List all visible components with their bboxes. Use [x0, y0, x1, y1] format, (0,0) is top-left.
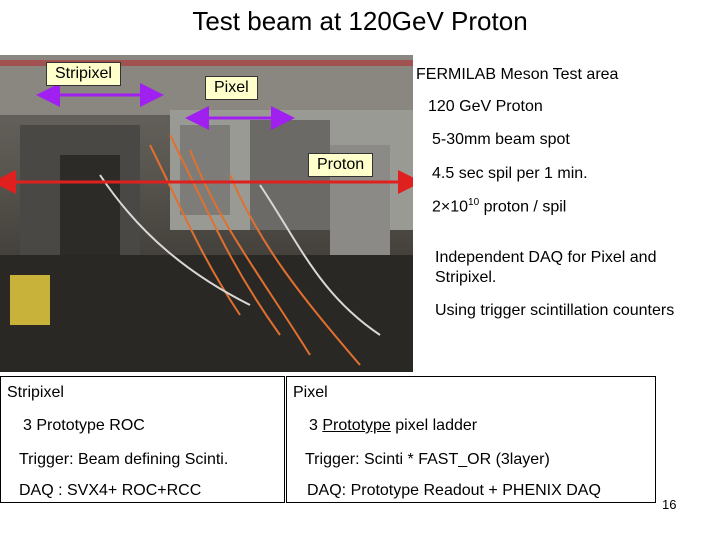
pixel-summary-box — [286, 376, 656, 503]
pixel-ladder-underlined: Prototype — [322, 417, 391, 434]
facility-text: FERMILAB Meson Test area — [416, 66, 619, 83]
pixel-ladder — [309, 417, 477, 435]
pixel-ladder-suffix: pixel ladder — [390, 417, 478, 434]
stripixel-heading: Stripixel — [7, 384, 64, 401]
pixel-daq: DAQ: Prototype Readout + PHENIX DAQ — [307, 482, 601, 499]
test-beam-photo — [0, 55, 413, 372]
intensity-base: 2×10 — [432, 198, 469, 216]
pixel-heading: Pixel — [293, 384, 328, 401]
proton-label: Proton — [308, 153, 373, 177]
trigger-counters-text: Using trigger scintillation counters — [435, 302, 675, 319]
spill-text: 4.5 sec spil per 1 min. — [432, 165, 588, 182]
stripixel-roc: 3 Prototype ROC — [23, 417, 145, 434]
daq-text: Independent DAQ for Pixel and Stripixel. — [435, 249, 657, 286]
slide-title: Test beam at 120GeV Proton — [192, 6, 528, 36]
page-number: 16 — [662, 497, 677, 512]
stripixel-trigger: Trigger: Beam defining Scinti. — [19, 451, 229, 468]
pixel-trigger: Trigger: Scinti * FAST_OR (3layer) — [305, 451, 550, 468]
beam-text: 120 GeV Proton — [428, 98, 543, 115]
stripixel-label: Stripixel — [46, 62, 121, 86]
dimension-arrows — [0, 55, 413, 372]
pixel-label: Pixel — [205, 76, 258, 100]
intensity-text — [432, 197, 566, 216]
intensity-unit: proton / spil — [479, 198, 567, 216]
stripixel-daq: DAQ : SVX4+ ROC+RCC — [19, 482, 202, 499]
beam-spot-text: 5-30mm beam spot — [432, 131, 570, 148]
stripixel-summary-box — [0, 376, 285, 503]
pixel-ladder-prefix: 3 — [309, 417, 323, 434]
intensity-exponent: 10 — [468, 197, 480, 208]
